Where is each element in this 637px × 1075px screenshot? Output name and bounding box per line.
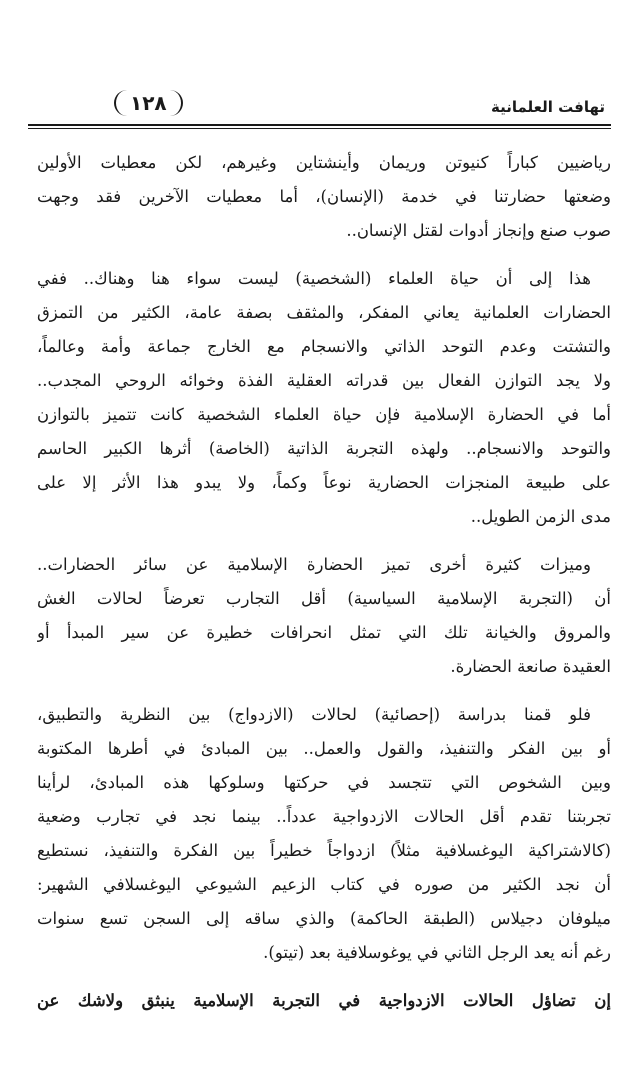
text-line: هذا إلى أن حياة العلماء (الشخصية) ليست سواء هنا وهناك.. ففي — [37, 269, 591, 288]
paragraph — [37, 984, 611, 1018]
running-header — [28, 88, 611, 124]
text-line: أو بين الفكر والتنفيذ، والقول والعمل.. بين المبادئ في أطرها المكتوبة — [37, 739, 611, 758]
text-line: صوب صنع وإنجاز أدوات لقتل الإنسان.. — [346, 221, 611, 240]
paragraph — [37, 698, 611, 970]
text-line: مدى الزمن الطويل.. — [470, 507, 611, 526]
text-line: أن نجد الكثير من صوره في كتاب الزعيم الشيوعي اليوغسلافي الشهير: — [37, 875, 611, 894]
text-line: والتشتت وعدم التوحد الذاتي والانسجام مع الخارج جماعة وأمة وعالماً، — [37, 337, 611, 356]
header-rule-thin — [28, 128, 611, 129]
text-line: الحضارات العلمانية يعاني المفكر، والمثقف بصفة عامة، الكثير من التمزق — [37, 303, 611, 322]
text-line: رياضيين كباراً كنيوتن وريمان وأينشتاين وغيرهم، لكن معطيات الأولين — [37, 153, 611, 172]
text-line: فلو قمنا بدراسة (إحصائية) لحالات (الازدواج) بين النظرية والتطبيق، — [37, 705, 591, 724]
text-line: على طبيعة المنجزات الحضارية نوعاً وكماً، ولا يبدو هذا الأثر إلا على — [37, 473, 611, 492]
paragraph — [37, 146, 611, 248]
body-text — [37, 146, 611, 1032]
text-line: أن (التجربة الإسلامية السياسية) أقل التجارب تعرضاً لحالات الغش — [37, 589, 611, 608]
header-rule — [28, 124, 611, 126]
paragraph — [37, 548, 611, 684]
text-line: والتوحد والانسجام.. ولهذه التجربة الذاتية (الخاصة) أثرها الكبير الحاسم — [37, 439, 611, 458]
text-line: (كالاشتراكية اليوغسلافية مثلاً) ازدواجاً خطيراً بين الفكرة والتنفيذ، نستطيع — [37, 841, 611, 860]
text-line: تجربتنا تقدم أقل الحالات الازدواجية عدداً.. بينما نجد في تجارب وضعية — [37, 807, 611, 826]
page-number: ١٢٨ — [114, 90, 183, 116]
text-line: العقيدة صانعة الحضارة. — [450, 657, 611, 676]
text-line: أما في الحضارة الإسلامية فإن حياة العلماء الشخصية كانت تتميز بالتوازن — [37, 405, 611, 424]
text-line: ميلوفان دجيلاس (الطبقة الحاكمة) والذي ساقه إلى السجن تسع سنوات — [37, 909, 611, 928]
paragraph — [37, 262, 611, 534]
text-line: والمروق والخيانة تلك التي تمثل انحرافات خطيرة عن سير المبدأ أو — [37, 623, 611, 642]
text-line: وضعتها حضارتنا في خدمة (الإنسان)، أما معطيات الآخرين فقد وجهت — [37, 187, 611, 206]
text-line: إن تضاؤل الحالات الازدواجية في التجربة الإسلامية ينبثق ولاشك عن — [37, 991, 611, 1010]
text-line: وبين الشخوص التي تتجسد في حركتها وسلوكها هذه المبادئ، لرأينا — [37, 773, 611, 792]
text-line: ولا يجد التوازن الفعال بين قدراته العقلية الفذة وخوائه الروحي المجدب.. — [37, 371, 611, 390]
running-title: تهافت العلمانية — [491, 98, 605, 116]
text-line: وميزات كثيرة أخرى تميز الحضارة الإسلامية عن سائر الحضارات.. — [37, 555, 591, 574]
text-line: رغم أنه يعد الرجل الثاني في يوغوسلافية بعد (تيتو). — [263, 943, 611, 962]
